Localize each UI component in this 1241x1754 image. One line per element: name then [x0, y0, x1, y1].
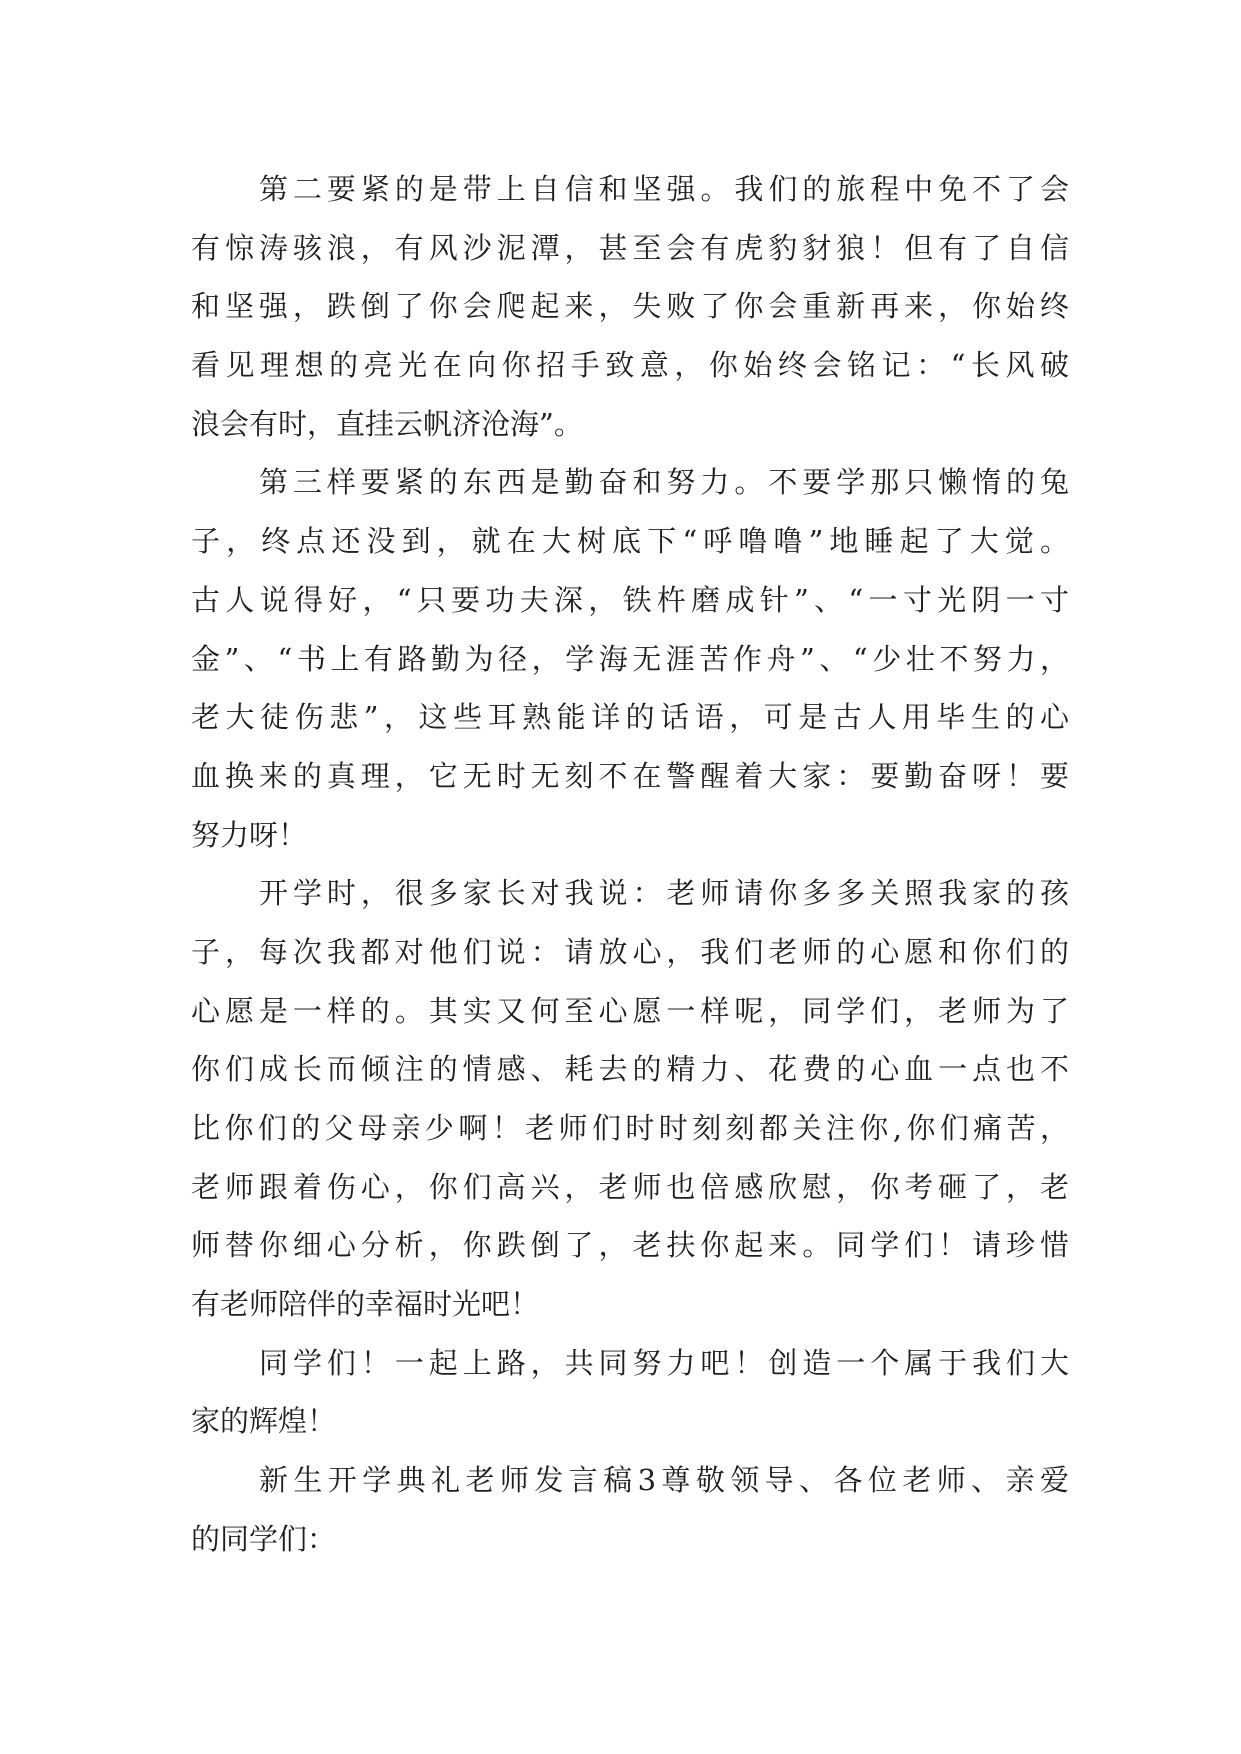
paragraph-line: 老大徒伤悲”，这些耳熟能详的话语，可是古人用毕生的心	[191, 700, 1069, 735]
paragraph-1	[191, 160, 1069, 453]
paragraph-line: 金”、“书上有路勤为径，学海无涯苦作舟”、“少壮不努力，	[191, 641, 1069, 676]
paragraph-4	[191, 1334, 1069, 1451]
paragraph-3	[191, 864, 1069, 1334]
paragraph-5	[191, 1451, 1069, 1568]
paragraph-line: 看见理想的亮光在向你招手致意，你始终会铭记：“长风破	[191, 348, 1069, 383]
paragraph-line: 家的辉煌！	[191, 1404, 337, 1439]
paragraph-line: 古人说得好，“只要功夫深，铁杵磨成针”、“一寸光阴一寸	[191, 582, 1069, 617]
paragraph-line: 和坚强，跌倒了你会爬起来，失败了你会重新再来，你始终	[191, 289, 1069, 324]
paragraph-line: 你们成长而倾注的情感、耗去的精力、花费的心血一点也不	[191, 1052, 1069, 1087]
paragraph-line: 师替你细心分析，你跌倒了，老扶你起来。同学们！请珍惜	[191, 1228, 1069, 1263]
paragraph-line: 新生开学典礼老师发言稿3尊敬领导、各位老师、亲爱	[259, 1463, 1069, 1498]
paragraph-line: 浪会有时，直挂云帆济沧海”。	[191, 406, 583, 441]
paragraph-line: 血换来的真理，它无时无刻不在警醒着大家：要勤奋呀！要	[191, 758, 1069, 793]
paragraph-2	[191, 453, 1069, 864]
document-body	[191, 160, 1069, 1569]
paragraph-line: 第二要紧的是带上自信和坚强。我们的旅程中免不了会	[259, 172, 1069, 206]
paragraph-line: 的同学们：	[191, 1521, 337, 1556]
paragraph-line: 子，每次我都对他们说：请放心，我们老师的心愿和你们的	[191, 934, 1069, 969]
paragraph-line: 努力呀！	[191, 817, 308, 852]
paragraph-line: 开学时，很多家长对我说：老师请你多多关照我家的孩	[259, 876, 1069, 911]
paragraph-line: 比你们的父母亲少啊！老师们时时刻刻都关注你,你们痛苦，	[191, 1111, 1069, 1145]
paragraph-line: 心愿是一样的。其实又何至心愿一样呢，同学们，老师为了	[191, 993, 1069, 1028]
paragraph-line: 有惊涛骇浪，有风沙泥潭，甚至会有虎豹豺狼！但有了自信	[191, 230, 1069, 265]
paragraph-line: 有老师陪伴的幸福时光吧！	[191, 1287, 540, 1322]
paragraph-line: 同学们！一起上路，共同努力吧！创造一个属于我们大	[259, 1345, 1069, 1380]
paragraph-line: 子，终点还没到，就在大树底下“呼噜噜”地睡起了大觉。	[191, 524, 1069, 559]
paragraph-line: 老师跟着伤心，你们高兴，老师也倍感欣慰，你考砸了，老	[191, 1169, 1069, 1204]
paragraph-line: 第三样要紧的东西是勤奋和努力。不要学那只懒惰的兔	[259, 465, 1069, 500]
